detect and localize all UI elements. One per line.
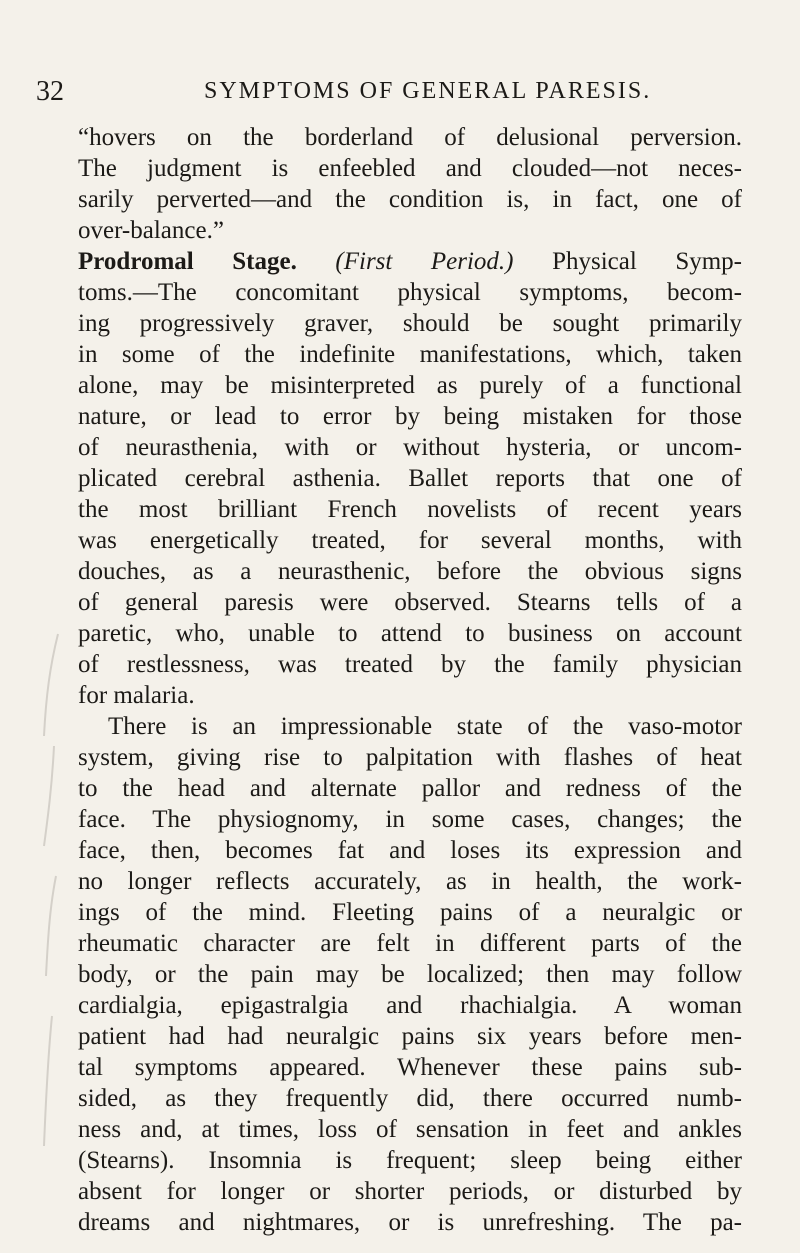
text-line: nature, or lead to error by being mistaken for those [78, 403, 742, 430]
text-line: the most brilliant French novelists of recent years [78, 496, 742, 523]
text-line: douches, as a neurasthenic, before the obvious signs [78, 558, 742, 585]
margin-pencil-marks [10, 626, 70, 1216]
text-line: cardialgia, epigastralgia and rhachialgia. A woman [78, 992, 742, 1019]
section-subtitle: Physical Symp- [552, 248, 742, 275]
text-line: plicated cerebral asthenia. Ballet reports that one of [78, 465, 742, 492]
section-heading: Prodromal Stage. [78, 248, 297, 275]
text-line: paretic, who, unable to attend to business on account [78, 620, 742, 647]
text-line: dreams and nightmares, or is unrefreshing. The pa- [78, 1209, 742, 1236]
page-header [36, 76, 736, 112]
text-line: of general paresis were observed. Stearns tells of a [78, 589, 742, 616]
text-line: sided, as they frequently did, there occurred numb- [78, 1085, 742, 1112]
text-line: face. The physiognomy, in some cases, changes; the [78, 806, 742, 833]
text-line: ings of the mind. Fleeting pains of a neuralgic or [78, 899, 742, 926]
text-line: tal symptoms appeared. Whenever these pains sub- [78, 1054, 742, 1081]
text-line: (Stearns). Insomnia is frequent; sleep being either [78, 1147, 742, 1174]
text-line: of restlessness, was treated by the family physician [78, 651, 742, 678]
text-line: ing progressively graver, should be sought primarily [78, 310, 742, 337]
text-line: of neurasthenia, with or without hysteria, or uncom- [78, 434, 742, 461]
text-line: ness and, at times, loss of sensation in feet and ankles [78, 1116, 742, 1143]
text-line: sarily perverted—and the condition is, in fact, one of [78, 186, 742, 213]
text-line: rheumatic character are felt in different parts of the [78, 930, 742, 957]
text-line: body, or the pain may be localized; then may follow [78, 961, 742, 988]
page-number: 32 [36, 76, 64, 107]
section-period: (First Period.) [335, 248, 514, 275]
text-line: alone, may be misinterpreted as purely of a functional [78, 372, 742, 399]
text-line: no longer reflects accurately, as in health, the work- [78, 868, 742, 895]
text-line: for malaria. [78, 682, 195, 709]
running-title: SYMPTOMS OF GENERAL PARESIS. [204, 78, 652, 104]
text-line: system, giving rise to palpitation with flashes of heat [78, 744, 742, 771]
text-line: face, then, becomes fat and loses its expression and [78, 837, 742, 864]
text-line: absent for longer or shorter periods, or disturbed by [78, 1178, 742, 1205]
text-line: There is an impressionable state of the vaso-motor [108, 713, 742, 740]
body-text [78, 122, 742, 1238]
section-heading-line [78, 246, 742, 277]
text-line: “hovers on the borderland of delusional perversion. [78, 124, 742, 151]
text-line: The judgment is enfeebled and clouded—not neces- [78, 155, 742, 182]
text-line: in some of the indefinite manifestations, which, taken [78, 341, 742, 368]
text-line: was energetically treated, for several months, with [78, 527, 742, 554]
text-line: to the head and alternate pallor and redness of the [78, 775, 742, 802]
text-line: over-balance.” [78, 217, 224, 244]
text-line: patient had had neuralgic pains six years before men- [78, 1023, 742, 1050]
text-line: toms.—The concomitant physical symptoms, becom- [78, 279, 742, 306]
